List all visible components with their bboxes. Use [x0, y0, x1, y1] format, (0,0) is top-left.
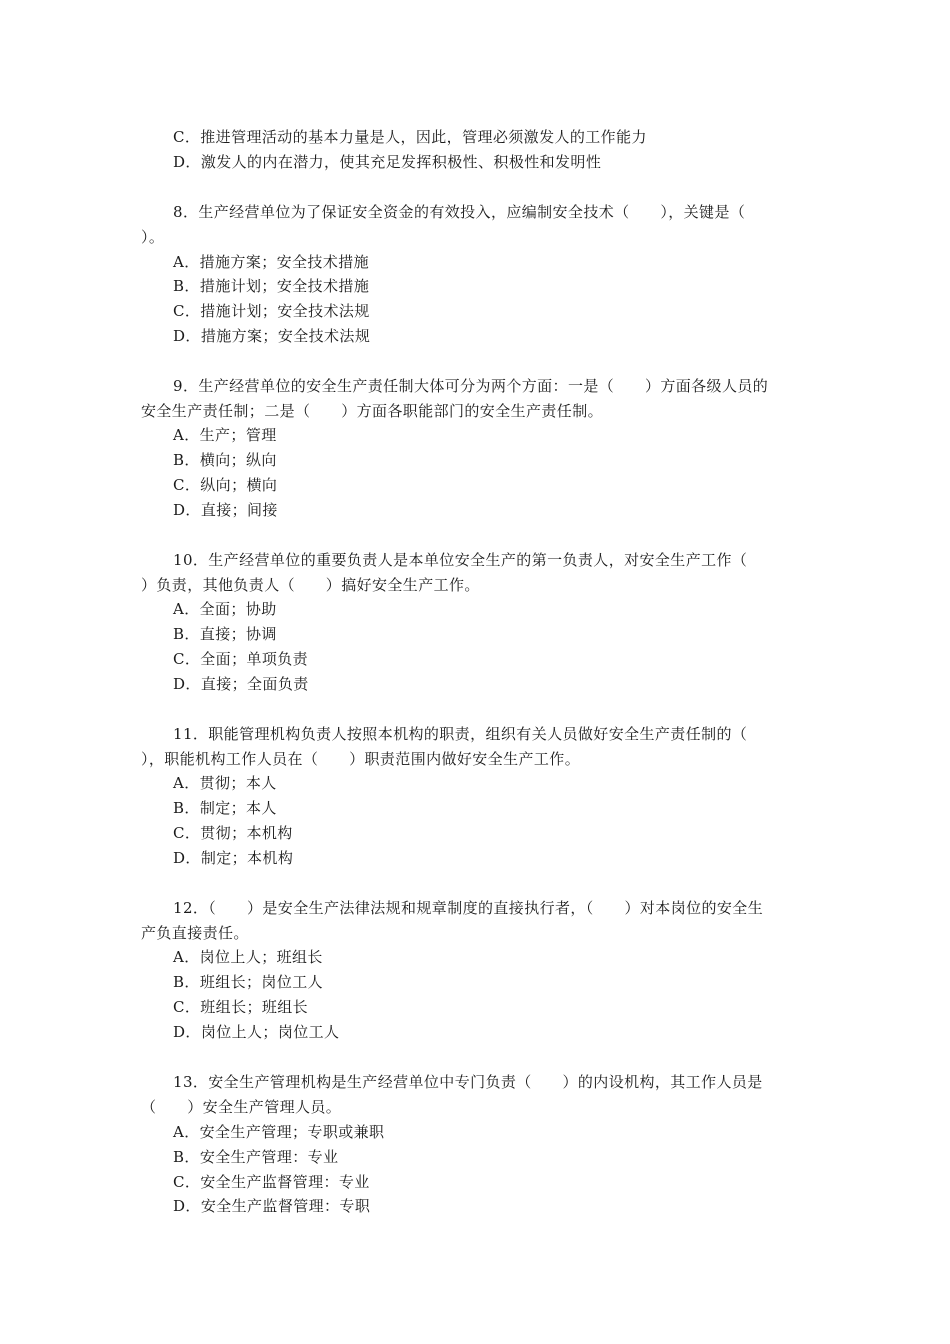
question-8-option-d: D．措施方案；安全技术法规: [173, 327, 371, 345]
question-10-option-d: D．直接；全面负责: [173, 675, 309, 693]
question-9-option-c: C．纵向；横向: [173, 476, 278, 494]
question-10-option-b: B．直接；协调: [173, 625, 277, 643]
question-12-option-d: D．岗位上人；岗位工人: [173, 1023, 340, 1041]
question-12-option-a: A．岗位上人；班组长: [173, 948, 323, 966]
question-12-option-c: C．班组长；班组长: [173, 998, 309, 1016]
question-11-text: 11．职能管理机构负责人按照本机构的职责，组织有关人员做好安全生产责任制的（: [173, 725, 748, 743]
question-8-option-b: B．措施计划；安全技术措施: [173, 277, 370, 295]
question-10-text-cont: ）负责，其他负责人（ ）搞好安全生产工作。: [141, 576, 480, 594]
question-11-option-a: A．贯彻；本人: [173, 774, 277, 792]
question-10-text: 10．生产经营单位的重要负责人是本单位安全生产的第一负责人，对安全生产工作（: [173, 551, 748, 569]
option-d: D．激发人的内在潜力，使其充足发挥积极性、积极性和发明性: [173, 153, 602, 171]
question-10-option-c: C．全面；单项负责: [173, 650, 309, 668]
question-9-option-a: A．生产；管理: [173, 426, 277, 444]
question-10-option-a: A．全面；协助: [173, 600, 277, 618]
question-12-text-cont: 产负直接责任。: [141, 924, 249, 942]
question-9-option-b: B．横向；纵向: [173, 451, 277, 469]
question-8-text-cont: ）。: [141, 228, 165, 246]
question-11-text-cont: ），职能机构工作人员在（ ）职责范围内做好安全生产工作。: [141, 750, 581, 768]
question-9-option-d: D．直接；间接: [173, 501, 278, 519]
question-8-text: 8．生产经营单位为了保证安全资金的有效投入，应编制安全技术（ ），关键是（: [173, 203, 746, 221]
question-13-text-cont: （ ）安全生产管理人员。: [141, 1098, 342, 1116]
question-9-text-cont: 安全生产责任制；二是（ ）方面各职能部门的安全生产责任制。: [141, 402, 604, 420]
question-13-option-c: C．安全生产监督管理：专业: [173, 1173, 370, 1191]
question-13-option-a: A．安全生产管理；专职或兼职: [173, 1123, 385, 1141]
option-c: C．推进管理活动的基本力量是人，因此，管理必须激发人的工作能力: [173, 128, 647, 146]
question-13-option-b: B．安全生产管理：专业: [173, 1148, 339, 1166]
question-8-option-c: C．措施计划；安全技术法规: [173, 302, 370, 320]
question-12-option-b: B．班组长；岗位工人: [173, 973, 324, 991]
question-11-option-d: D．制定；本机构: [173, 849, 294, 867]
question-8-option-a: A．措施方案；安全技术措施: [173, 253, 370, 271]
question-13-text: 13．安全生产管理机构是生产经营单位中专门负责（ ）的内设机构，其工作人员是: [173, 1073, 763, 1091]
question-11-option-c: C．贯彻；本机构: [173, 824, 293, 842]
question-9-text: 9．生产经营单位的安全生产责任制大体可分为两个方面：一是（ ）方面各级人员的: [173, 377, 769, 395]
question-11-option-b: B．制定；本人: [173, 799, 277, 817]
question-13-option-d: D．安全生产监督管理：专职: [173, 1197, 371, 1215]
question-12-text: 12．（ ）是安全生产法律法规和规章制度的直接执行者，（ ）对本岗位的安全生: [173, 899, 764, 917]
